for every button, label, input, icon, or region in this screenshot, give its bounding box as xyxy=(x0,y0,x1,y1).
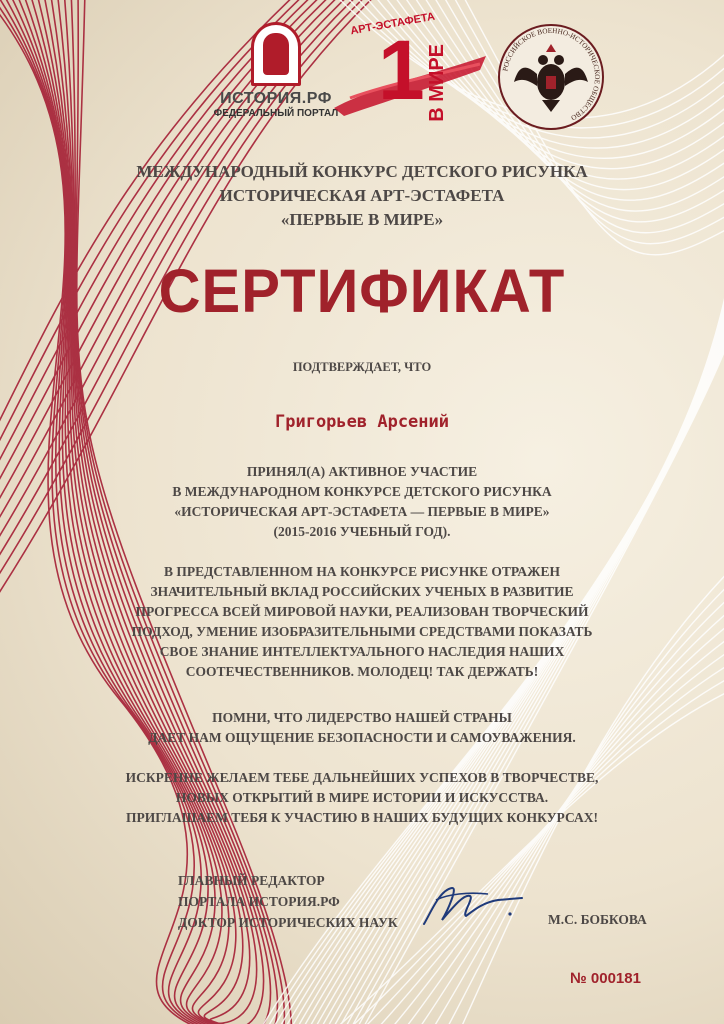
paragraph-line: СВОЕ ЗНАНИЕ ИНТЕЛЛЕКТУАЛЬНОГО НАСЛЕДИЯ НАШИХ xyxy=(159,644,565,659)
signatory-name: М.С. БОБКОВА xyxy=(548,912,647,927)
monument-icon xyxy=(251,22,301,86)
contest-title-line: ИСТОРИЧЕСКАЯ АРТ-ЭСТАФЕТА xyxy=(219,186,505,205)
art-relay-logo xyxy=(330,10,500,128)
contest-title-line: МЕЖДУНАРОДНЫЙ КОНКУРС ДЕТСКОГО РИСУНКА xyxy=(136,162,588,181)
paragraph-line: ДАЕТ НАМ ОЩУЩЕНИЕ БЕЗОПАСНОСТИ И САМОУВАЖЕНИЯ. xyxy=(148,730,576,745)
relay-logo-number: 1 xyxy=(378,23,425,117)
leadership-paragraph xyxy=(0,708,724,748)
paragraph-line: ЗНАЧИТЕЛЬНЫЙ ВКЛАД РОССИЙСКИХ УЧЕНЫХ В РАЗВИТИЕ xyxy=(150,584,574,599)
handwritten-signature xyxy=(418,880,528,930)
signatory-line: ГЛАВНЫЙ РЕДАКТОР xyxy=(178,873,325,888)
paragraph-line: В МЕЖДУНАРОДНОМ КОНКУРСЕ ДЕТСКОГО РИСУНКА xyxy=(172,484,552,499)
istoriya-rf-logo xyxy=(206,22,346,119)
paragraph-line: ПРОГРЕССА ВСЕЙ МИРОВОЙ НАУКИ, РЕАЛИЗОВАН ТВОРЧЕСКИЙ xyxy=(135,604,589,619)
paragraph-line: (2015-2016 УЧЕБНЫЙ ГОД). xyxy=(273,524,451,539)
paragraph-line: НОВЫХ ОТКРЫТИЙ В МИРЕ ИСТОРИИ И ИСКУССТВА. xyxy=(175,790,549,805)
rvio-eagle-emblem xyxy=(496,22,606,132)
svg-text:РОССИЙСКОЕ ВОЕННО-ИСТОРИЧЕСКОЕ: РОССИЙСКОЕ ВОЕННО-ИСТОРИЧЕСКОЕ ОБЩЕСТВО xyxy=(501,26,602,122)
certificate-number: № 000181 xyxy=(570,970,641,987)
contest-title-line: «ПЕРВЫЕ В МИРЕ» xyxy=(280,210,444,229)
paragraph-line: СООТЕЧЕСТВЕННИКОВ. МОЛОДЕЦ! ТАК ДЕРЖАТЬ! xyxy=(185,664,539,679)
logo-row xyxy=(0,10,724,138)
paragraph-line: ПОМНИ, ЧТО ЛИДЕРСТВО НАШЕЙ СТРАНЫ xyxy=(212,710,512,725)
relay-logo-top-text: АРТ-ЭСТАФЕТА xyxy=(349,10,436,38)
relay-logo-side-text: В МИРЕ xyxy=(426,44,448,122)
recipient-name: Григорьев Арсений xyxy=(275,412,449,432)
paragraph-line: ПРИНЯЛ(А) АКТИВНОЕ УЧАСТИЕ xyxy=(246,464,478,479)
wishes-paragraph xyxy=(0,768,724,828)
paragraph-line: ИСКРЕННЕ ЖЕЛАЕМ ТЕБЕ ДАЛЬНЕЙШИХ УСПЕХОВ В ТВОРЧЕСТВЕ, xyxy=(125,770,599,785)
certificate-heading: СЕРТИФИКАТ xyxy=(158,257,566,326)
signatory-title xyxy=(178,870,398,933)
participation-paragraph xyxy=(0,462,724,542)
paragraph-line: В ПРЕДСТАВЛЕННОМ НА КОНКУРСЕ РИСУНКЕ ОТРАЖЕН xyxy=(164,564,560,579)
praise-paragraph xyxy=(0,562,724,682)
istoriya-logo-name: ИСТОРИЯ.РФ xyxy=(220,90,332,107)
paragraph-line: ПОДХОД, УМЕНИЕ ИЗОБРАЗИТЕЛЬНЫМИ СРЕДСТВАМИ ПОКАЗАТЬ xyxy=(131,624,593,639)
confirm-text: ПОДТВЕРЖДАЕТ, ЧТО xyxy=(292,360,432,374)
paragraph-line: ПРИГЛАШАЕМ ТЕБЯ К УЧАСТИЮ В НАШИХ БУДУЩИХ КОНКУРСАХ! xyxy=(125,810,599,825)
signatory-line: ПОРТАЛА ИСТОРИЯ.РФ xyxy=(178,894,340,909)
istoriya-logo-subtitle: ФЕДЕРАЛЬНЫЙ ПОРТАЛ xyxy=(213,108,339,119)
signatory-line: ДОКТОР ИСТОРИЧЕСКИХ НАУК xyxy=(178,915,398,930)
paragraph-line: «ИСТОРИЧЕСКАЯ АРТ-ЭСТАФЕТА — ПЕРВЫЕ В МИРЕ» xyxy=(174,504,550,519)
contest-title xyxy=(0,160,724,232)
